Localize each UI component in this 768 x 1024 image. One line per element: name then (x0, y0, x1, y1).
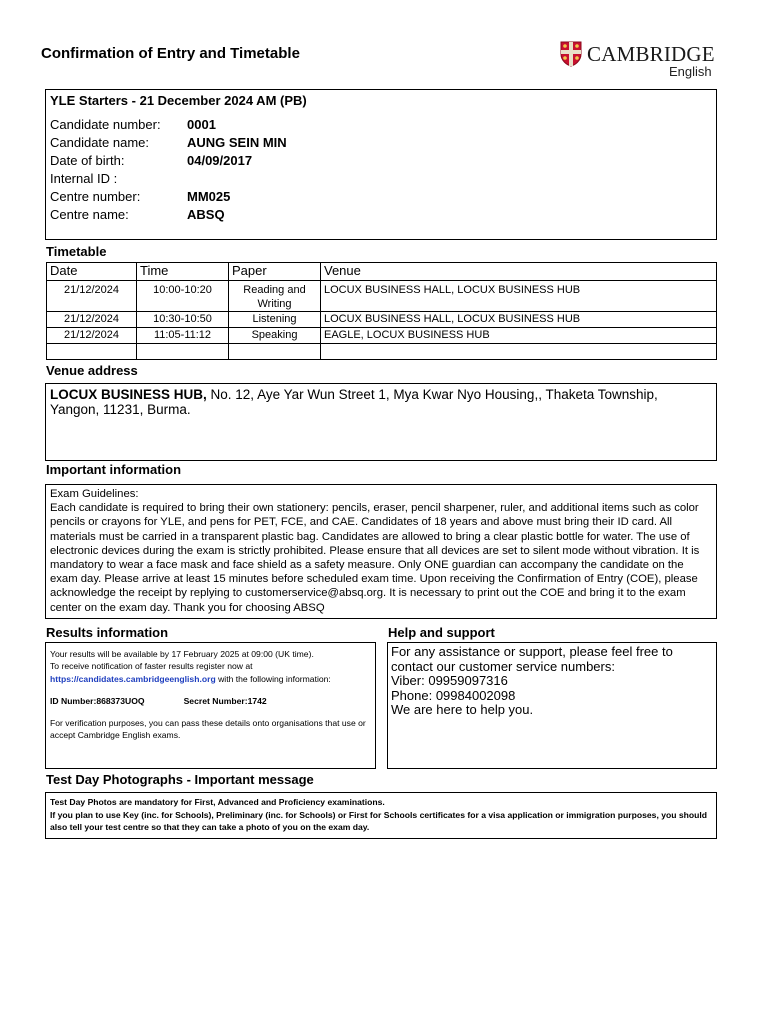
cell-paper: Reading and Writing (229, 281, 321, 312)
col-header-date: Date (47, 263, 137, 281)
venue-street: No. 12, Aye Yar Wun Street 1, Mya Kwar Nyo Housing,, Thaketa Township, Yangon, 11231, Burma. (50, 387, 658, 417)
venue-address (50, 387, 710, 417)
verification-text: For verification purposes, you can pass these details onto organisations that use or accept Cambridge English exams. (50, 718, 366, 741)
important-info-text (50, 487, 712, 615)
cell-venue: LOCUX BUSINESS HALL, LOCUX BUSINESS HUB (321, 312, 717, 328)
cell-time (137, 344, 229, 360)
shield-icon (560, 41, 582, 67)
table-row (47, 344, 717, 360)
photos-text (50, 796, 712, 834)
secret-number: Secret Number:1742 (183, 695, 267, 706)
centre-number-label: Centre number: (50, 189, 141, 204)
table-row (47, 312, 717, 328)
candidate-name-label: Candidate name: (50, 135, 150, 150)
table-row (47, 328, 717, 344)
col-header-paper: Paper (229, 263, 321, 281)
id-number: ID Number:868373UOQ (50, 695, 145, 706)
centre-name-value: ABSQ (187, 207, 225, 222)
phone-number: Phone: 09984002098 (391, 687, 516, 703)
cell-venue (321, 344, 717, 360)
logo-subtitle: English (669, 64, 712, 79)
col-header-venue: Venue (321, 263, 717, 281)
results-following-text: with the following information: (215, 673, 331, 684)
important-info-heading: Important information (46, 462, 182, 477)
cell-paper: Listening (229, 312, 321, 328)
centre-number-value: MM025 (187, 189, 231, 204)
date-of-birth-label: Date of birth: (50, 153, 125, 168)
venue-heading: Venue address (46, 363, 138, 378)
results-register-text: To receive notification of faster results register now at (50, 661, 253, 672)
date-of-birth-value: 04/09/2017 (187, 153, 253, 168)
timetable-heading: Timetable (46, 244, 107, 259)
important-info-box (45, 484, 717, 619)
candidate-number-value: 0001 (187, 117, 216, 132)
candidates-link[interactable]: https://candidates.cambridgeenglish.org (50, 673, 216, 684)
page-title: Confirmation of Entry and Timetable (41, 45, 300, 62)
col-header-time: Time (137, 263, 229, 281)
help-heading: Help and support (388, 625, 495, 640)
results-heading: Results information (46, 625, 169, 640)
results-text (50, 648, 371, 742)
viber-number: Viber: 09959097316 (391, 673, 508, 689)
cell-date (47, 344, 137, 360)
table-row (47, 281, 717, 312)
candidate-name-value: AUNG SEIN MIN (187, 135, 287, 150)
venue-address-box (45, 383, 717, 461)
venue-name: LOCUX BUSINESS HUB, (50, 387, 207, 402)
centre-name-label: Centre name: (50, 207, 129, 222)
help-support-box (387, 642, 717, 769)
internal-id-label: Internal ID : (50, 171, 118, 186)
timetable (46, 262, 717, 360)
cell-paper: Speaking (229, 328, 321, 344)
candidate-number-label: Candidate number: (50, 117, 161, 132)
help-text (391, 645, 712, 718)
cell-date: 21/12/2024 (47, 281, 137, 312)
cell-venue: LOCUX BUSINESS HALL, LOCUX BUSINESS HUB (321, 281, 717, 312)
candidate-details (45, 89, 717, 240)
cell-date: 21/12/2024 (47, 312, 137, 328)
photos-visa-note: If you plan to use Key (inc. for Schools), Preliminary (inc. for Schools) or First for Schools certificates for a visa application or immigration purposes, you should also tell your test centre so that they can take a photo of you on the exam day. (50, 809, 708, 832)
photos-box (45, 792, 717, 839)
results-info-box (45, 642, 376, 769)
exam-title: YLE Starters - 21 December 2024 AM (PB) (50, 93, 307, 108)
guidelines-body: Each candidate is required to bring their own stationery: pencils, eraser, pencil sharpener, ruler, and additional items such as color pencils or crayons for YLE, and pens for PET, FCE, and CAE. Candidates of 18 years and above must bring their ID card. All materials must be carried in a transparent plastic bag. Candidates are allowed to bring a clear plastic bottle for water. The use of electronic devices during the exam is strictly prohibited. Please ensure that all devices are set to silent mode without vibration. It is mandatory to wear a face mask and face shield as a safety measure. Only ONE guardian can accompany the candidate on the exam day. Please arrive at least 15 minutes before scheduled exam time. Upon receiving the Confirmation of Entry (COE), please acknowledge the receipt by replying to customerservice@absq.org. It is necessary to print out the COE and bring it to the exam center on the exam day. Thank you for choosing ABSQ (50, 502, 700, 614)
cell-date: 21/12/2024 (47, 328, 137, 344)
cell-paper (229, 344, 321, 360)
photos-heading: Test Day Photographs - Important message (46, 772, 314, 787)
cambridge-logo (560, 40, 720, 80)
help-closing: We are here to help you. (391, 702, 534, 718)
guidelines-title: Exam Guidelines: (50, 488, 139, 500)
cell-time: 10:00-10:20 (137, 281, 229, 312)
results-date: Your results will be available by 17 February 2025 at 09:00 (UK time). (50, 649, 314, 659)
help-intro: For any assistance or support, please feel free to contact our customer service numbers: (391, 644, 673, 674)
cell-time: 11:05-11:12 (137, 328, 229, 344)
cell-time: 10:30-10:50 (137, 312, 229, 328)
photos-mandatory: Test Day Photos are mandatory for First, Advanced and Proficiency examinations. (50, 797, 385, 807)
logo-brand: CAMBRIDGE (587, 42, 715, 66)
cell-venue: EAGLE, LOCUX BUSINESS HUB (321, 328, 717, 344)
timetable-header-row (47, 263, 717, 281)
